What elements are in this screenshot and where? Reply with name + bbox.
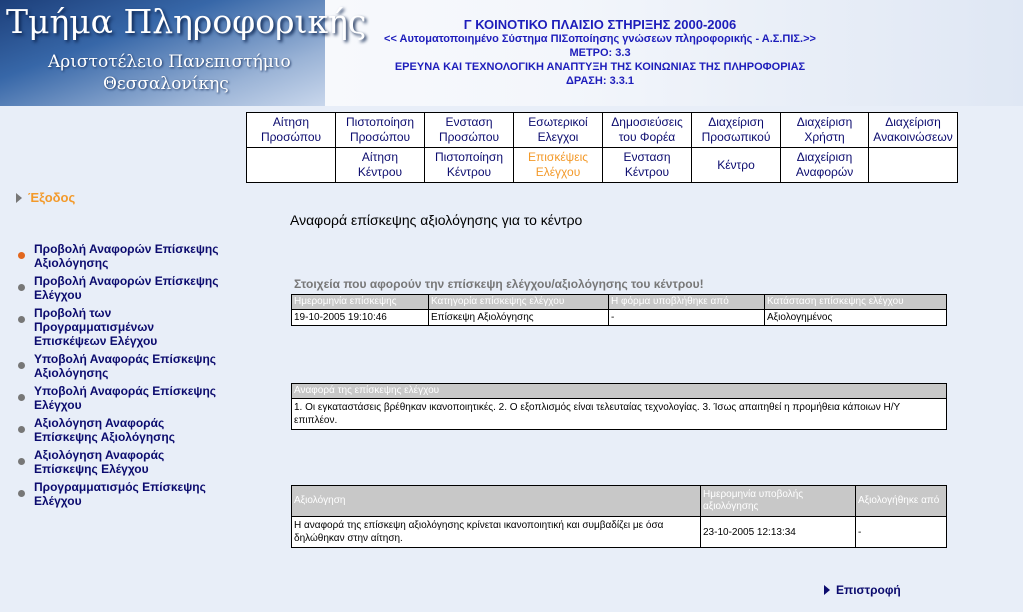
sidebar-item-text: Προβολή Αναφορών Επίσκεψης	[34, 242, 219, 256]
program-info	[340, 18, 860, 88]
table-header-row	[292, 486, 947, 517]
evaluation-table	[291, 485, 947, 548]
sidebar-item-text: Επισκέψεων Ελέγχου	[34, 334, 158, 348]
menu-label: Προσωπικού	[701, 130, 771, 144]
table-row	[292, 517, 947, 548]
menu-control-visits[interactable]	[514, 148, 603, 183]
program-line-2: << Αυτοματοποιημένο Σύστημα ΠΙΣοποίησης γνώσεων πληροφορικής - Α.Σ.ΠΙΣ.>>	[384, 33, 816, 45]
visit-status-cell: Αξιολογημένος	[765, 310, 947, 326]
menu-internal-controls[interactable]	[514, 113, 603, 148]
menu-label: Ελεγχοι	[537, 130, 579, 144]
sidebar-item-submit-control-report[interactable]	[18, 384, 233, 412]
table-row	[292, 310, 947, 326]
sidebar-item-view-evaluation-reports[interactable]	[18, 242, 233, 270]
sidebar-item-schedule-control-visit[interactable]	[18, 480, 233, 508]
sidebar-item-text: Ελέγχου	[34, 398, 82, 412]
visit-details-table	[291, 294, 947, 326]
evaluated-by-cell: -	[856, 517, 947, 548]
program-line-1: Γ ΚΟΙΝΟΤΙΚΟ ΠΛΑΙΣΙΟ ΣΤΗΡΙΞΗΣ 2000-2006	[463, 17, 737, 32]
bullet-icon	[18, 284, 25, 291]
sidebar-item-text: Προβολή Αναφορών Επίσκεψης	[34, 274, 219, 288]
banner-city: Θεσσαλονίκης	[103, 74, 229, 94]
sidebar-item-text: Αξιολόγησης	[34, 366, 109, 380]
triangle-right-icon	[824, 585, 830, 595]
menu-label: Πιστοποίηση	[434, 150, 503, 164]
sidebar-item-text: Προγραμματισμένων	[34, 320, 155, 334]
menu-label: Ενσταση	[623, 150, 671, 164]
menu-label: Εσωτερικοί	[528, 115, 588, 129]
page-title: Αναφορά επίσκεψης αξιολόγησης για το κέντρο	[290, 212, 583, 228]
menu-label: Προσώπου	[349, 130, 411, 144]
sidebar-item-text: Ελέγχου	[34, 494, 82, 508]
header	[0, 0, 1023, 106]
menu-person-objection[interactable]	[425, 113, 514, 148]
main-menu	[246, 112, 958, 183]
menu-label: Διαχείριση	[796, 115, 853, 129]
menu-label: Πιστοποίηση	[345, 115, 414, 129]
menu-label: του Φορέα	[618, 130, 676, 144]
menu-label: Αίτηση	[361, 150, 399, 164]
sidebar-item-text: Προγραμματισμός Επίσκεψης	[34, 480, 206, 494]
sidebar-item-text: Υποβολή Αναφοράς Επίσκεψης	[34, 384, 217, 398]
bullet-icon	[18, 316, 25, 323]
menu-label: Διαχείριση	[885, 115, 941, 129]
menu-announcements-management[interactable]	[869, 113, 958, 148]
bullet-icon	[18, 458, 25, 465]
column-header: Αξιολόγηση	[292, 486, 701, 517]
sidebar-menu	[18, 242, 233, 512]
evaluation-date-cell: 23-10-2005 12:13:34	[701, 517, 856, 548]
menu-label: Ελέγχου	[535, 165, 581, 179]
sidebar-item-label	[34, 274, 218, 302]
column-header: Αναφορά της επίσκεψης ελέγχου	[292, 384, 947, 399]
program-line-3: ΜΕΤΡΟ: 3.3	[569, 47, 631, 59]
report-text-cell: 1. Οι εγκαταστάσεις βρέθηκαν ικανοποιητικές. 2. Ο εξοπλισμός είναι τελευταίας τεχνολογίας. 3. Ίσως απαιτηθεί η προμήθεια κάποιων Η/Υ επιπλέον.	[292, 399, 947, 430]
table-header-row	[292, 295, 947, 310]
exit-link[interactable]	[16, 190, 75, 205]
sidebar-item-text: Υποβολή Αναφοράς Επίσκεψης	[34, 352, 217, 366]
sidebar-item-text: Επίσκεψης Ελέγχου	[34, 462, 149, 476]
sidebar-item-label	[34, 448, 164, 476]
menu-label: Κέντρου	[357, 165, 403, 179]
sidebar-item-label	[34, 306, 157, 348]
sidebar-item-text: Επίσκεψης Αξιολόγησης	[34, 430, 175, 444]
menu-label: Ανακοινώσεων	[873, 130, 953, 144]
menu-publications[interactable]	[603, 113, 692, 148]
column-header: Ημερομηνία υποβολής αξιολόγησης	[701, 486, 856, 517]
back-label: Επιστροφή	[836, 583, 901, 597]
sidebar-item-text: Αξιολόγηση Αναφοράς	[34, 416, 165, 430]
menu-empty-cell	[247, 148, 336, 183]
bullet-icon	[18, 426, 25, 433]
sidebar-item-label	[34, 416, 175, 444]
triangle-right-icon	[16, 193, 22, 203]
column-header: Κατάσταση επίσκεψης ελέγχου	[765, 295, 947, 310]
bullet-icon	[18, 394, 25, 401]
menu-user-management[interactable]	[781, 113, 869, 148]
back-link[interactable]	[824, 583, 901, 597]
section-title: Στοιχεία που αφορούν την επίσκεψη ελέγχου/αξιολόγησης του κέντρου!	[294, 277, 704, 291]
banner-university: Αριστοτέλειο Πανεπιστήμιο	[48, 52, 291, 72]
column-header: Κατηγορία επίσκεψης ελέγχου	[429, 295, 609, 310]
sidebar-item-label	[34, 352, 216, 380]
visit-category-cell: Επίσκεψη Αξιολόγησης	[429, 310, 609, 326]
menu-label: Αναφορών	[795, 165, 854, 179]
banner-logo	[0, 0, 367, 106]
menu-person-application[interactable]	[247, 113, 336, 148]
sidebar-item-text: Ελέγχου	[34, 288, 82, 302]
program-line-4: ΕΡΕΥΝΑ ΚΑΙ ΤΕΧΝΟΛΟΓΙΚΗ ΑΝΑΠΤΥΞΗ ΤΗΣ ΚΟΙΝΩΝΙΑΣ ΤΗΣ ΠΛΗΡΟΦΟΡΙΑΣ	[394, 61, 806, 73]
sidebar-item-submit-evaluation-report[interactable]	[18, 352, 233, 380]
menu-label: Κέντρου	[446, 165, 492, 179]
visit-date-cell: 19-10-2005 19:10:46	[292, 310, 429, 326]
menu-label: Επισκέψεις	[527, 150, 589, 164]
sidebar-item-view-scheduled-visits[interactable]	[18, 306, 233, 348]
menu-label: Κέντρου	[624, 165, 670, 179]
bullet-icon	[18, 362, 25, 369]
menu-label: Διαχείριση	[796, 150, 853, 164]
menu-label: Κέντρο	[717, 157, 755, 172]
menu-label: Προσώπου	[260, 130, 322, 144]
menu-center-application[interactable]	[336, 148, 425, 183]
menu-staff-management[interactable]	[692, 113, 781, 148]
menu-center[interactable]	[692, 148, 781, 183]
menu-label: Ενσταση	[445, 115, 493, 129]
sidebar-item-label	[34, 384, 216, 412]
submitted-by-cell: -	[609, 310, 765, 326]
column-header: Ημερομηνία επίσκεψης	[292, 295, 429, 310]
bullet-icon	[18, 252, 25, 259]
menu-label: Χρήστη	[804, 130, 845, 144]
bullet-icon	[18, 490, 25, 497]
sidebar-item-evaluate-evaluation-report[interactable]	[18, 416, 233, 444]
menu-reports-management[interactable]	[781, 148, 869, 183]
menu-label: Αίτηση	[272, 115, 310, 129]
menu-person-certification[interactable]	[336, 113, 425, 148]
menu-empty-cell	[869, 148, 958, 183]
table-row	[292, 399, 947, 430]
sidebar-item-evaluate-control-report[interactable]	[18, 448, 233, 476]
evaluation-text-cell: Η αναφορά της επίσκεψη αξιολόγησης κρίνεται ικανοποιητική και συμβαδίζει με όσα δηλώθηκαν στην αίτηση.	[292, 517, 701, 548]
exit-label: Έξοδος	[28, 190, 76, 205]
sidebar-item-text: Αξιολόγησης	[34, 256, 109, 270]
program-line-5: ΔΡΑΣΗ: 3.3.1	[565, 75, 635, 87]
menu-center-certification[interactable]	[425, 148, 514, 183]
column-header: Η φόρμα υποβλήθηκε από	[609, 295, 765, 310]
table-header-row	[292, 384, 947, 399]
sidebar-item-text: Προβολή των	[34, 306, 112, 320]
banner-title: Τμήμα Πληροφορικής	[6, 2, 367, 41]
visit-report-table	[291, 383, 947, 430]
menu-label: Δημοσιεύσεις	[611, 115, 683, 129]
sidebar-item-label	[34, 480, 206, 508]
column-header: Αξιολογήθηκε από	[856, 486, 947, 517]
sidebar-item-view-control-reports[interactable]	[18, 274, 233, 302]
menu-label: Διαχείριση	[708, 115, 764, 129]
menu-center-objection[interactable]	[603, 148, 692, 183]
menu-label: Προσώπου	[438, 130, 500, 144]
sidebar-item-text: Αξιολόγηση Αναφοράς	[34, 448, 165, 462]
sidebar-item-label	[34, 242, 218, 270]
